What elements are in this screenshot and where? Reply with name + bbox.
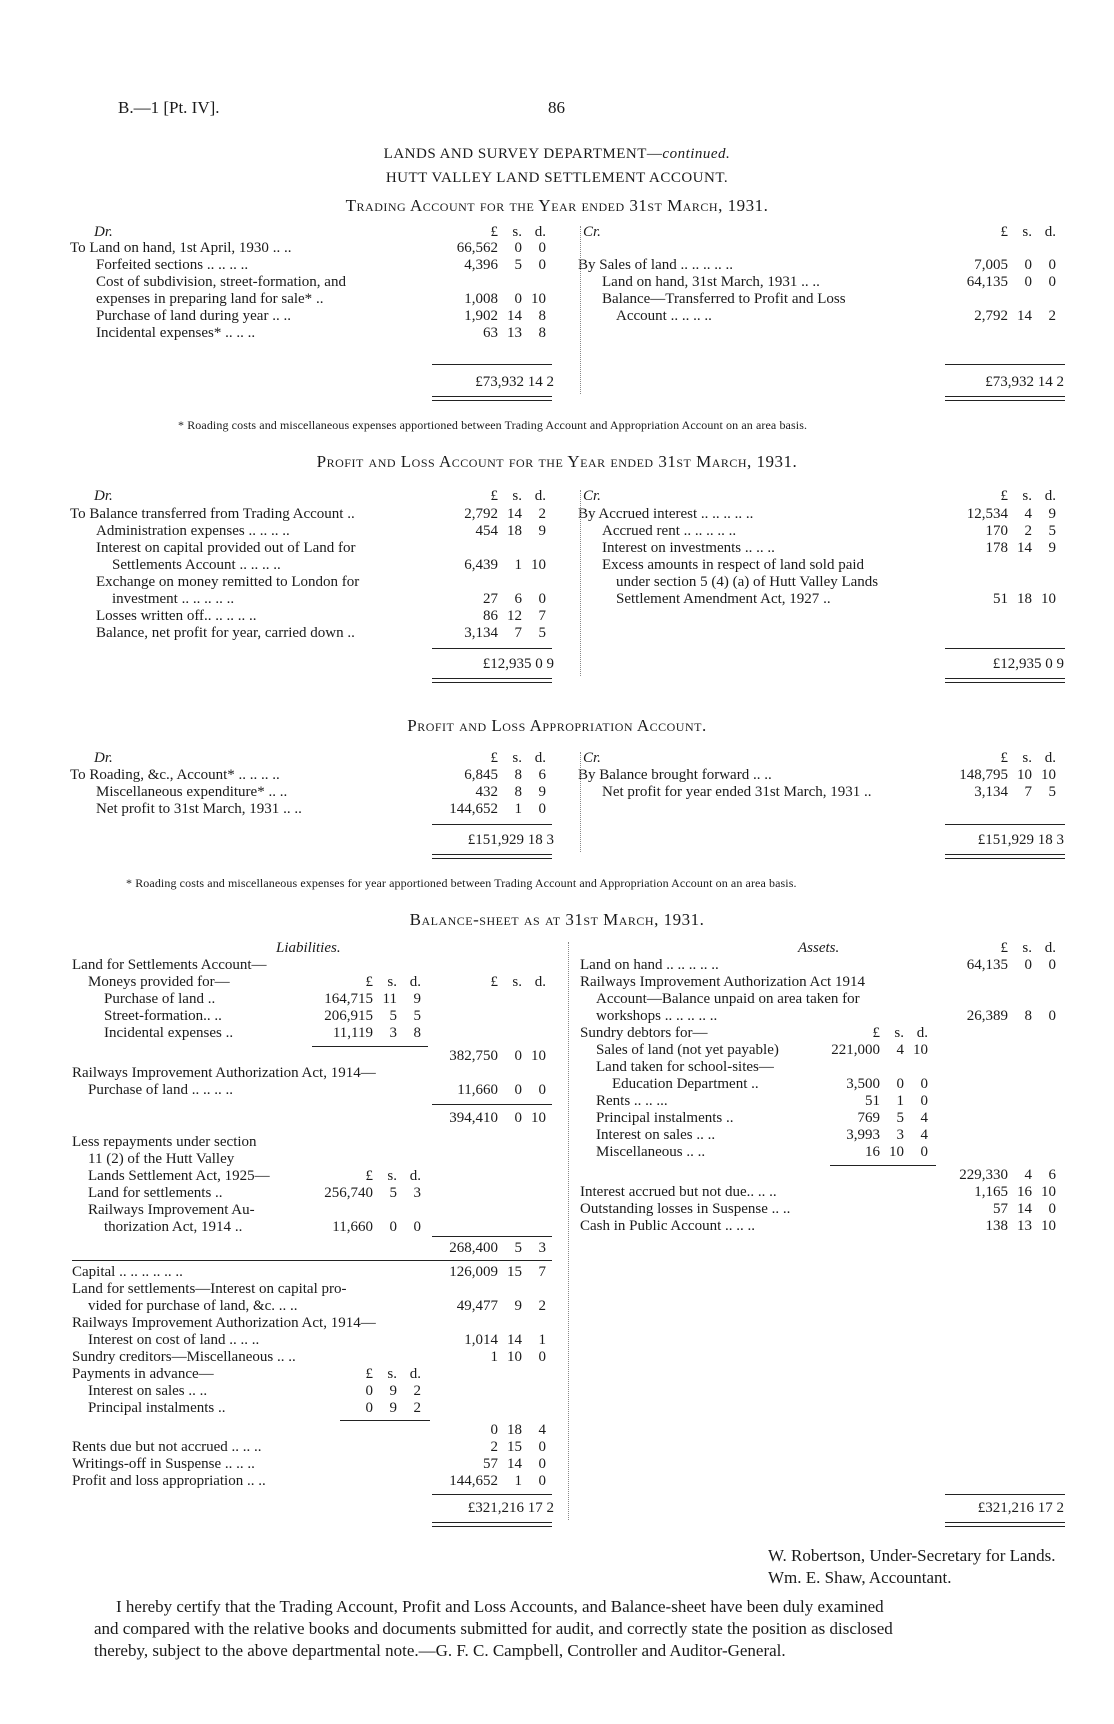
appr-cr-row: Net profit for year ended 31st March, 1931 .. <box>602 784 872 800</box>
pl-dr-row: investment .. .. .. .. .. <box>112 591 235 607</box>
trading-cr-amount: 2,792 14 2 <box>974 308 1056 324</box>
pl-dr-label: Dr. <box>94 488 113 504</box>
liab-amount: 1 10 0 <box>490 1349 546 1365</box>
liab-row: Payments in advance— <box>72 1366 214 1382</box>
asset-row: Sales of land (not yet payable) <box>596 1042 779 1058</box>
trading-cr-amount: 64,135 0 0 <box>966 274 1056 290</box>
liab-row: 11 (2) of the Hutt Valley <box>88 1151 235 1167</box>
appr-dr-total: £151,929 18 3 <box>467 832 554 848</box>
trading-dr-row: Purchase of land during year .. .. <box>96 308 291 324</box>
liab-row: Rents due but not accrued .. .. .. <box>72 1439 262 1455</box>
asset-amount: 64,135 0 0 <box>966 957 1056 973</box>
liab-inner-amount: 206,915 5 5 <box>324 1008 421 1024</box>
asset-row: Land on hand .. .. .. .. .. <box>580 957 719 973</box>
appr-dr-amount: 6,845 8 6 <box>464 767 546 783</box>
liab-row: Railways Improvement Authorization Act, 1914— <box>72 1315 376 1331</box>
audit-certificate-line: I hereby certify that the Trading Account, Profit and Loss Accounts, and Balance-sheet have been duly examined <box>116 1597 884 1616</box>
liab-inner-amount: 0 9 2 <box>365 1383 421 1399</box>
asset-row: workshops .. .. .. .. .. <box>596 1008 718 1024</box>
pl-dr-amount: 27 6 0 <box>483 591 546 607</box>
profit-loss-heading: Profit and Loss Account for the Year ended 31st March, 1931. <box>316 452 798 471</box>
liabilities-label: Liabilities. <box>276 940 341 956</box>
document-reference: B.—1 [Pt. IV]. <box>118 98 220 117</box>
liab-row: Railways Improvement Au- <box>88 1202 255 1218</box>
liab-adv-col-heads: £ s. d. <box>365 1366 421 1382</box>
asset-row: Railways Improvement Authorization Act 1914 <box>580 974 865 990</box>
pl-dr-amount: 86 12 7 <box>483 608 546 624</box>
liab-less-col-heads: £ s. d. <box>365 1168 421 1184</box>
asset-row: Miscellaneous .. .. <box>596 1144 706 1160</box>
asset-amount: 1,165 16 10 <box>974 1184 1056 1200</box>
trading-dr-amount: 4,396 5 0 <box>464 257 546 273</box>
liab-row: Interest on sales .. .. <box>88 1383 208 1399</box>
trading-dr-row: To Land on hand, 1st April, 1930 .. .. <box>70 240 292 256</box>
assets-total: £321,216 17 2 <box>977 1500 1064 1516</box>
liab-inner-col-heads: £ s. d. <box>365 974 421 990</box>
appr-dr-label: Dr. <box>94 750 113 766</box>
trading-dr-row: Forfeited sections .. .. .. .. <box>96 257 249 273</box>
asset-inner-amount: 3,993 3 4 <box>846 1127 928 1143</box>
trading-dr-row: Incidental expenses* .. .. .. <box>96 325 256 341</box>
assets-label: Assets. <box>798 940 840 956</box>
asset-row: Account—Balance unpaid on area taken for <box>596 991 860 1007</box>
pl-dr-row: Exchange on money remitted to London for <box>96 574 360 590</box>
pl-cr-total: £12,935 0 9 <box>992 656 1064 672</box>
appr-cr-row: By Balance brought forward .. .. <box>578 767 772 783</box>
trading-account-heading: Trading Account for the Year ended 31st March, 1931. <box>345 196 769 215</box>
liab-inner-amount: 164,715 11 9 <box>324 991 421 1007</box>
asset-amount: 229,330 4 6 <box>959 1167 1056 1183</box>
pl-dr-row: Administration expenses .. .. .. .. <box>96 523 290 539</box>
trading-dr-amount: 1,902 14 8 <box>464 308 546 324</box>
liab-amount: 49,477 9 2 <box>456 1298 546 1314</box>
asset-row: Rents .. .. ... <box>596 1093 668 1109</box>
asset-inner-amount: 3,500 0 0 <box>846 1076 928 1092</box>
asset-row: Sundry debtors for— <box>580 1025 708 1041</box>
pl-cr-col-heads: £ s. d. <box>1000 488 1056 504</box>
asset-row: Interest accrued but not due.. .. .. <box>580 1184 777 1200</box>
audit-certificate-line: thereby, subject to the above departmental note.—G. F. C. Campbell, Controller and Auditor-General. <box>94 1641 786 1660</box>
pl-dr-row: Settlements Account .. .. .. .. <box>112 557 281 573</box>
asset-amount: 26,389 8 0 <box>966 1008 1056 1024</box>
appr-dr-row: Net profit to 31st March, 1931 .. .. <box>96 801 302 817</box>
asset-amount: 138 13 10 <box>985 1218 1056 1234</box>
trading-dr-col-heads: £ s. d. <box>490 224 546 240</box>
appr-dr-col-heads: £ s. d. <box>490 750 546 766</box>
pl-cr-amount: 178 14 9 <box>985 540 1056 556</box>
pl-cr-row: Interest on investments .. .. .. <box>602 540 775 556</box>
liab-row: Less repayments under section <box>72 1134 257 1150</box>
trading-footnote: * Roading costs and miscellaneous expenses apportioned between Trading Account and Appropriation Account on an area basis. <box>178 418 808 432</box>
appr-dr-amount: 432 8 9 <box>475 784 546 800</box>
assets-col-heads: £ s. d. <box>1000 940 1056 956</box>
liab-row: Moneys provided for— <box>88 974 230 990</box>
liab-row: Incidental expenses .. <box>104 1025 234 1041</box>
appropriation-heading: Profit and Loss Appropriation Account. <box>407 716 707 735</box>
liab-amount: 57 14 0 <box>483 1456 546 1472</box>
asset-inner-amount: 51 1 0 <box>865 1093 928 1109</box>
liab-inner-amount: 11,660 0 0 <box>332 1219 421 1235</box>
pl-dr-row: Interest on capital provided out of Land for <box>96 540 356 556</box>
trading-dr-total: £73,932 14 2 <box>475 374 554 390</box>
liab-inner-amount: 0 9 2 <box>365 1400 421 1416</box>
appr-dr-row: To Roading, &c., Account* .. .. .. .. <box>70 767 280 783</box>
asset-row: Education Department .. <box>612 1076 759 1092</box>
trading-cr-col-heads: £ s. d. <box>1000 224 1056 240</box>
audit-certificate-line: and compared with the relative books and documents submitted for audit, and correctly state the position as disclosed <box>94 1619 893 1638</box>
asset-inner-amount: 16 10 0 <box>865 1144 928 1160</box>
liab-row: Principal instalments .. <box>88 1400 226 1416</box>
liab-row: Street-formation.. .. <box>104 1008 222 1024</box>
liab-subtotal: 268,400 5 3 <box>449 1240 546 1256</box>
pl-dr-row: To Balance transferred from Trading Account .. <box>70 506 355 522</box>
liab-amount: 144,652 1 0 <box>449 1473 546 1489</box>
pl-cr-amount: 12,534 4 9 <box>966 506 1056 522</box>
trading-dr-label: Dr. <box>94 224 113 240</box>
trading-cr-label: Cr. <box>583 224 601 240</box>
pl-dr-amount: 454 18 9 <box>475 523 546 539</box>
trading-dr-row: Cost of subdivision, street-formation, and <box>96 274 346 290</box>
trading-cr-row: Account .. .. .. .. <box>616 308 712 324</box>
liab-amount: 126,009 15 7 <box>449 1264 546 1280</box>
trading-dr-amount: 63 13 8 <box>483 325 546 341</box>
liab-row: thorization Act, 1914 .. <box>104 1219 243 1235</box>
liab-amount: 11,660 0 0 <box>457 1082 546 1098</box>
liab-row: Interest on cost of land .. .. .. <box>88 1332 260 1348</box>
asset-amount: 57 14 0 <box>993 1201 1056 1217</box>
liab-row: Profit and loss appropriation .. .. <box>72 1473 266 1489</box>
liab-amount: 1,014 14 1 <box>464 1332 546 1348</box>
appr-dr-amount: 144,652 1 0 <box>449 801 546 817</box>
liab-subtotal: 394,410 0 10 <box>449 1110 546 1126</box>
trading-dr-amount: 66,562 0 0 <box>456 240 546 256</box>
department-title: LANDS AND SURVEY DEPARTMENT—continued. <box>383 146 731 162</box>
liab-row: Capital .. .. .. .. .. .. <box>72 1264 183 1280</box>
liab-amount: 0 18 4 <box>490 1422 546 1438</box>
pl-dr-col-heads: £ s. d. <box>490 488 546 504</box>
pl-cr-row: Accrued rent .. .. .. .. .. <box>602 523 737 539</box>
asset-inner-col-heads: £ s. d. <box>872 1025 928 1041</box>
pl-cr-row: under section 5 (4) (a) of Hutt Valley Lands <box>616 574 879 590</box>
pl-cr-label: Cr. <box>583 488 601 504</box>
balance-sheet-heading: Balance-sheet as at 31st March, 1931. <box>409 910 705 929</box>
appr-cr-total: £151,929 18 3 <box>977 832 1064 848</box>
asset-row: Outstanding losses in Suspense .. .. <box>580 1201 791 1217</box>
trading-cr-row: Land on hand, 31st March, 1931 .. .. <box>602 274 820 290</box>
liab-row: Land for Settlements Account— <box>72 957 267 973</box>
liab-col-heads: £ s. d. <box>490 974 546 990</box>
liab-row: Purchase of land .. .. .. .. <box>88 1082 233 1098</box>
trading-dr-amount: 1,008 0 10 <box>464 291 546 307</box>
liab-amount: 2 15 0 <box>490 1439 546 1455</box>
pl-dr-row: Balance, net profit for year, carried down .. <box>96 625 355 641</box>
pl-cr-row: Settlement Amendment Act, 1927 .. <box>616 591 831 607</box>
trading-cr-row: By Sales of land .. .. .. .. .. <box>578 257 733 273</box>
liab-row: vided for purchase of land, &c. .. .. <box>88 1298 298 1314</box>
liab-row: Writings-off in Suspense .. .. .. <box>72 1456 255 1472</box>
pl-cr-row: By Accrued interest .. .. .. .. .. <box>578 506 754 522</box>
trading-dr-row: expenses in preparing land for sale* .. <box>96 291 324 307</box>
appr-cr-amount: 148,795 10 10 <box>959 767 1056 783</box>
liab-row: Land for settlements .. <box>88 1185 223 1201</box>
asset-row: Principal instalments .. <box>596 1110 734 1126</box>
pl-dr-amount: 3,134 7 5 <box>464 625 546 641</box>
signature-accountant: Wm. E. Shaw, Accountant. <box>768 1568 952 1587</box>
trading-cr-total: £73,932 14 2 <box>985 374 1064 390</box>
pl-dr-amount: 6,439 1 10 <box>464 557 546 573</box>
asset-row: Cash in Public Account .. .. .. <box>580 1218 755 1234</box>
liab-row: Purchase of land .. <box>104 991 216 1007</box>
liabilities-total: £321,216 17 2 <box>467 1500 554 1516</box>
liab-row: Lands Settlement Act, 1925— <box>88 1168 270 1184</box>
liab-inner-amount: 11,119 3 8 <box>332 1025 421 1041</box>
appr-dr-row: Miscellaneous expenditure* .. .. <box>96 784 288 800</box>
pl-cr-row: Excess amounts in respect of land sold paid <box>602 557 865 573</box>
liab-subtotal: 382,750 0 10 <box>449 1048 546 1064</box>
appr-cr-amount: 3,134 7 5 <box>974 784 1056 800</box>
appropriation-footnote: * Roading costs and miscellaneous expenses for year apportioned between Trading Account and Appropriation Account on an area basis. <box>126 876 797 890</box>
pl-cr-amount: 51 18 10 <box>993 591 1056 607</box>
liab-row: Sundry creditors—Miscellaneous .. .. <box>72 1349 296 1365</box>
trading-cr-row: Balance—Transferred to Profit and Loss <box>602 291 846 307</box>
trading-cr-amount: 7,005 0 0 <box>974 257 1056 273</box>
liab-row: Railways Improvement Authorization Act, 1914— <box>72 1065 376 1081</box>
page-number: 86 <box>548 98 565 117</box>
liab-inner-amount: 256,740 5 3 <box>324 1185 421 1201</box>
pl-dr-row: Losses written off.. .. .. .. .. <box>96 608 257 624</box>
pl-dr-total: £12,935 0 9 <box>482 656 554 672</box>
pl-dr-amount: 2,792 14 2 <box>464 506 546 522</box>
pl-cr-amount: 170 2 5 <box>985 523 1056 539</box>
asset-inner-amount: 221,000 4 10 <box>831 1042 928 1058</box>
asset-row: Land taken for school-sites— <box>596 1059 774 1075</box>
asset-row: Interest on sales .. .. <box>596 1127 716 1143</box>
liab-row: Land for settlements—Interest on capital pro- <box>72 1281 347 1297</box>
appr-cr-label: Cr. <box>583 750 601 766</box>
appr-cr-col-heads: £ s. d. <box>1000 750 1056 766</box>
asset-inner-amount: 769 5 4 <box>857 1110 928 1126</box>
account-title: HUTT VALLEY LAND SETTLEMENT ACCOUNT. <box>385 170 729 186</box>
signature-under-secretary: W. Robertson, Under-Secretary for Lands. <box>768 1546 1056 1565</box>
